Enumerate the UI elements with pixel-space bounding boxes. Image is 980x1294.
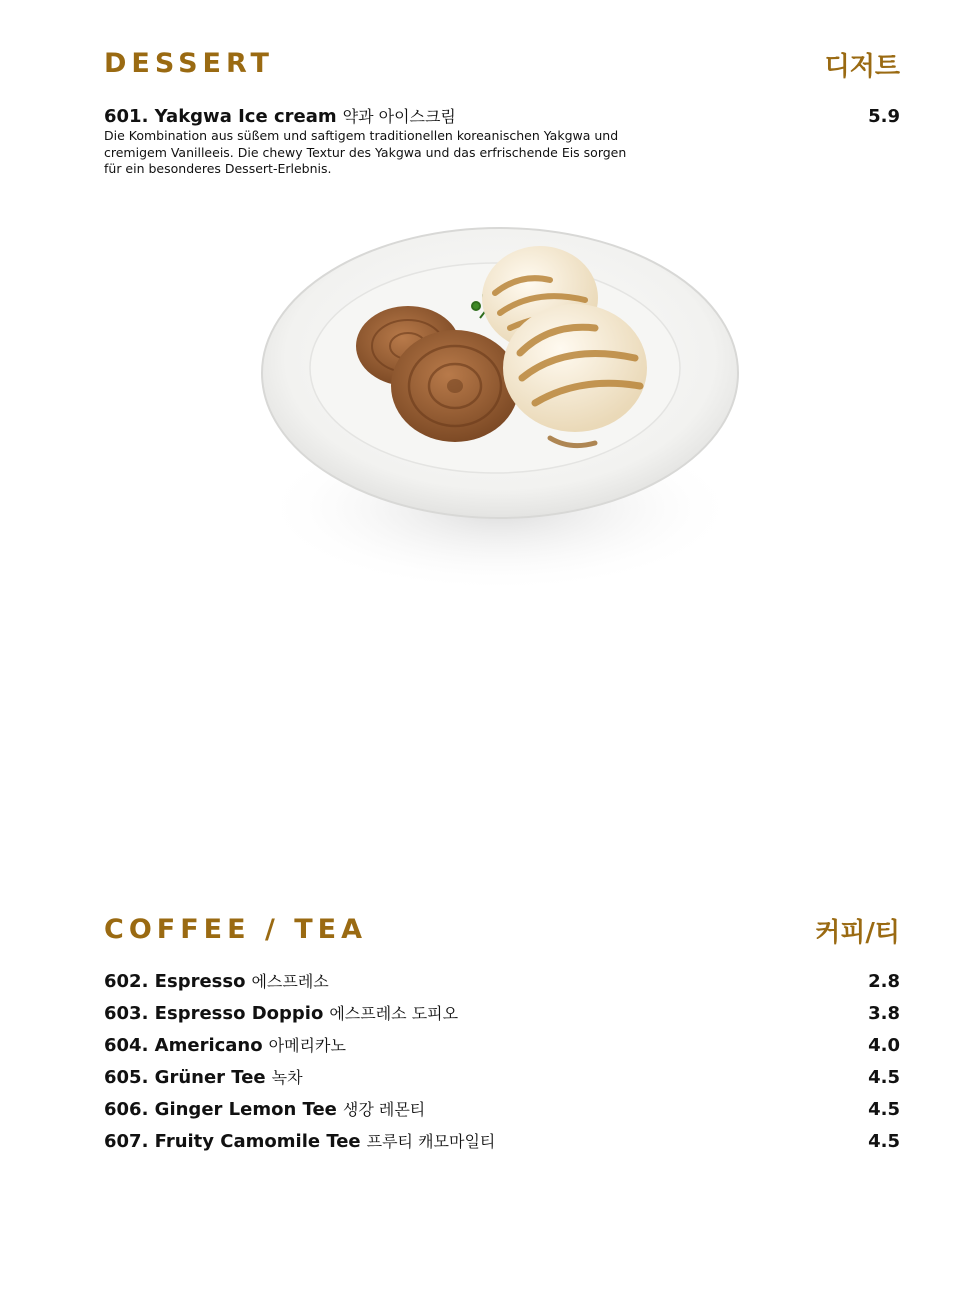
menu-item-606[interactable] [104,1097,900,1120]
item-name-ko: 생강 레몬티 [342,1100,426,1119]
item-price: 4.5 [868,1131,900,1152]
item-price: 4.0 [868,1035,900,1056]
dessert-photo [250,218,770,598]
item-description: Die Kombination aus süßem und saftigem traditionellen koreanischen Yakgwa und cremigem Vanilleeis. Die chewy Textur des Yakgwa und das erfrischende Eis sorgen für ein besonderes Dessert-Erlebnis. [104,128,627,176]
menu-item-605[interactable] [104,1065,900,1088]
item-name-de: 607. Fruity Camomile Tee [104,1131,361,1152]
item-name-ko: 약과 아이스크림 [342,107,456,126]
menu-item-601[interactable] [104,104,900,127]
item-price: 4.5 [868,1099,900,1120]
coffee-tea-title-ko: 커피/티 [815,918,900,948]
item-name [104,969,329,992]
menu-item-603[interactable] [104,1001,900,1024]
item-name-de: 601. Yakgwa Ice cream [104,106,337,127]
item-name [104,1097,425,1120]
item-price: 2.8 [868,971,900,992]
item-name-de: 605. Grüner Tee [104,1067,266,1088]
coffee-tea-title: COFFEE / TEA [104,914,367,945]
item-name [104,1033,346,1056]
item-price: 4.5 [868,1067,900,1088]
item-name-ko: 에스프레소 도피오 [329,1004,459,1023]
item-name [104,1065,303,1088]
item-name-ko: 아메리카노 [268,1036,346,1055]
item-name [104,104,456,127]
item-name [104,1129,495,1152]
item-name [104,1001,458,1024]
item-price: 5.9 [868,106,900,127]
item-name-ko: 녹차 [271,1068,303,1087]
item-name-de: 603. Espresso Doppio [104,1003,324,1024]
item-name-de: 604. Americano [104,1035,263,1056]
dessert-title-ko: 디저트 [824,52,900,82]
item-name-ko: 에스프레소 [251,972,329,991]
item-name-ko: 프루티 캐모마일티 [366,1132,496,1151]
menu-item-607[interactable] [104,1129,900,1152]
item-name-de: 602. Espresso [104,971,246,992]
dessert-title: DESSERT [104,48,274,79]
menu-item-604[interactable] [104,1033,900,1056]
item-name-de: 606. Ginger Lemon Tee [104,1099,337,1120]
menu-item-602[interactable] [104,969,900,992]
item-price: 3.8 [868,1003,900,1024]
